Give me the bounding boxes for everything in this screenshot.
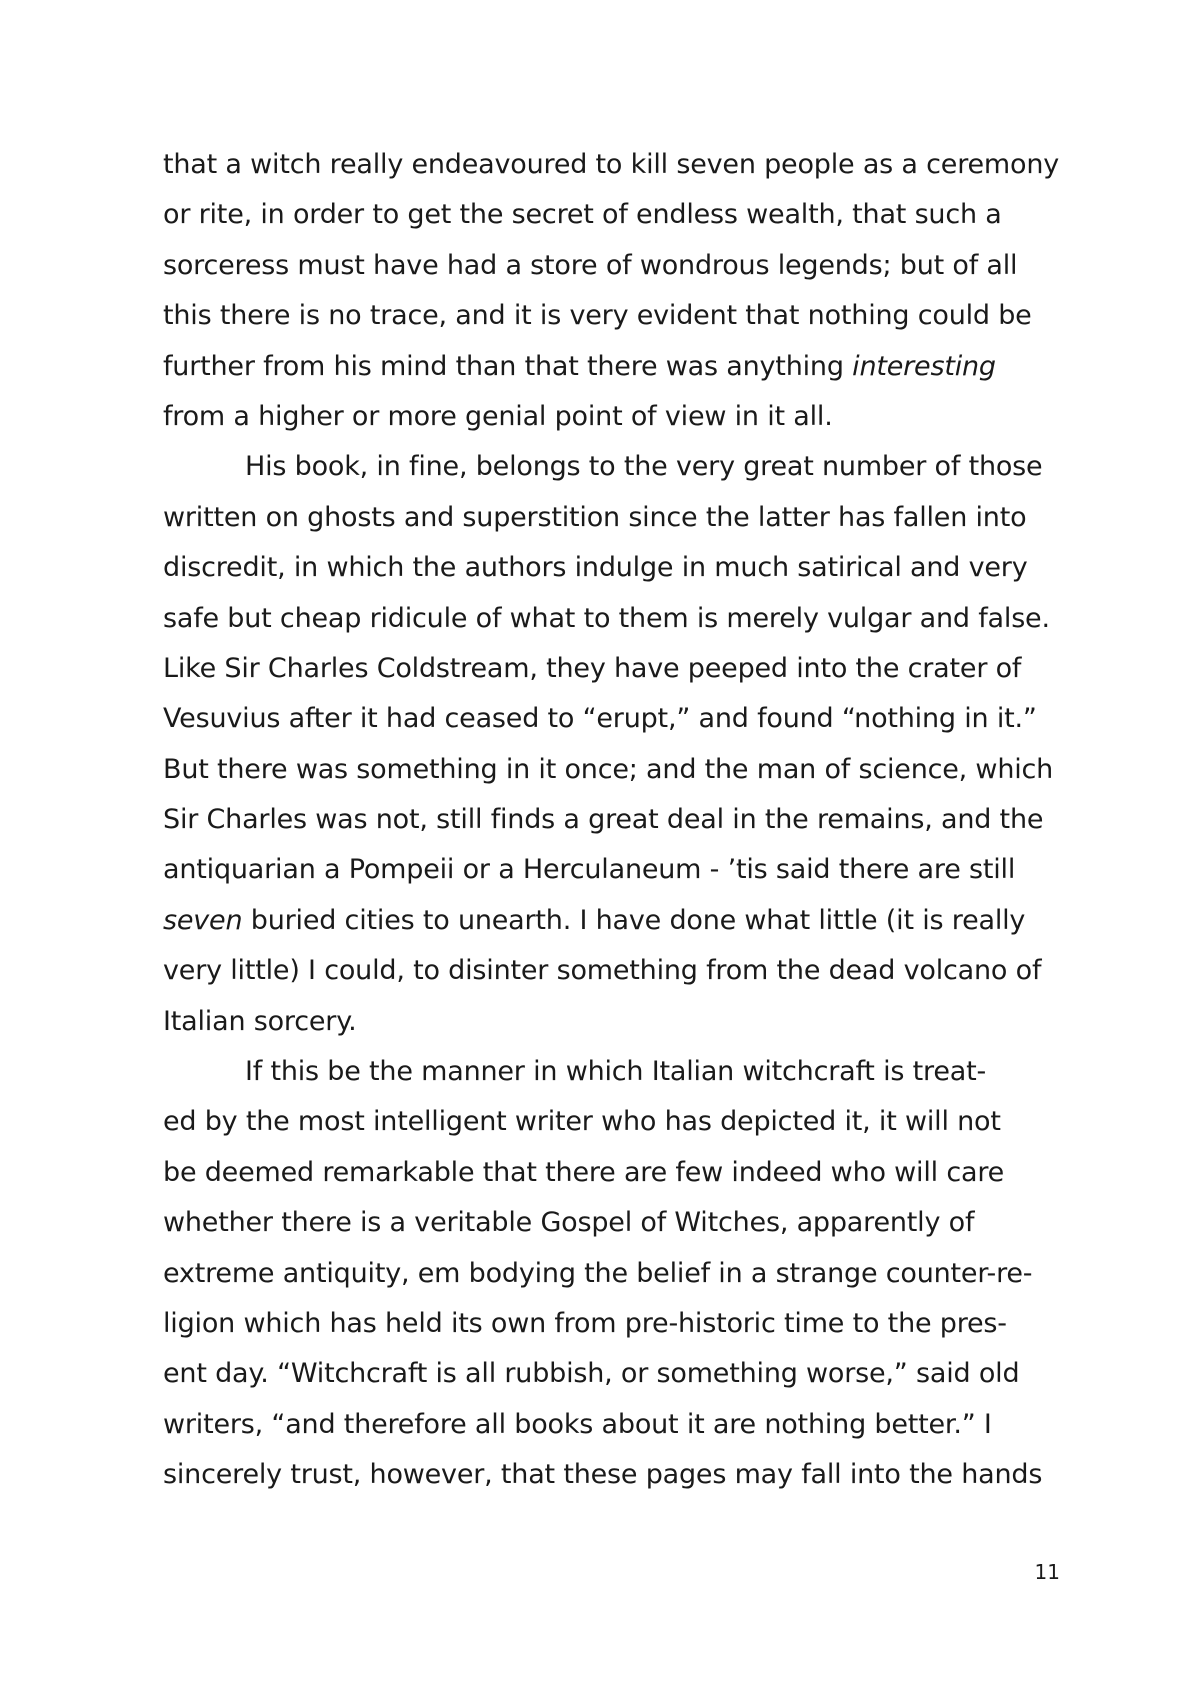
text-line: sincerely trust, however, that these pages may fall into the hands [163,1459,1043,1491]
text-line: that a witch really endeavoured to kill seven people as a ceremony [163,149,1060,180]
page-number: 11 [1034,1560,1060,1584]
text-line: from a higher or more genial point of view in it all. [163,400,833,432]
text-line: written on ghosts and superstition since the latter has fallen into [163,501,1027,533]
text-line: writers, “and therefore all books about it are nothing better.” I [163,1408,992,1440]
text-line: this there is no trace, and it is very evident that nothing could be [163,300,1032,332]
text-line: extreme antiquity, em bodying the belief in a strange counter-re- [163,1257,1033,1289]
text-line: whether there is a veritable Gospel of Witches, apparently of [163,1207,975,1239]
text-line [163,342,1063,392]
body-text [163,140,1063,1501]
text-line [163,896,1063,946]
text-line: Vesuvius after it had ceased to “erupt,” and found “nothing in it.” [163,703,1037,735]
text-line: ed by the most intelligent writer who has depicted it, it will not [163,1106,1001,1138]
paragraph-start-line: His book, in fine, belongs to the very great number of those [245,451,1043,483]
text-line: Sir Charles was not, still finds a great deal in the remains, and the [163,804,1044,836]
text-line: antiquarian a Pompeii or a Herculaneum - ’tis said there are still [163,854,1016,886]
text-line: But there was something in it once; and the man of science, which [163,753,1054,785]
paragraph-start-line: If this be the manner in which Italian witchcraft is treat- [245,1056,987,1088]
text-segment: buried cities to unearth. I have done what little (it is really [242,904,1026,936]
text-line: ent day. “Witchcraft is all rubbish, or something worse,” said old [163,1358,1020,1390]
text-line: ligion which has held its own from pre-historic time to the pres- [163,1307,1007,1339]
text-line: or rite, in order to get the secret of endless wealth, that such a [163,199,1002,231]
text-line: sorceress must have had a store of wondrous legends; but of all [163,249,1018,281]
text-line: discredit, in which the authors indulge in much satirical and very [163,552,1028,584]
italic-word: interesting [852,350,996,382]
italic-word: seven [163,904,243,936]
text-segment: further from his mind than that there was anything [163,350,853,382]
text-line: very little) I could, to disinter something from the dead volcano of [163,955,1042,987]
text-line: safe but cheap ridicule of what to them is merely vulgar and false. [163,602,1050,634]
text-line: be deemed remarkable that there are few indeed who will care [163,1156,1005,1188]
text-line: Like Sir Charles Coldstream, they have peeped into the crater of [163,652,1022,684]
text-line: Italian sorcery. [163,1005,357,1037]
